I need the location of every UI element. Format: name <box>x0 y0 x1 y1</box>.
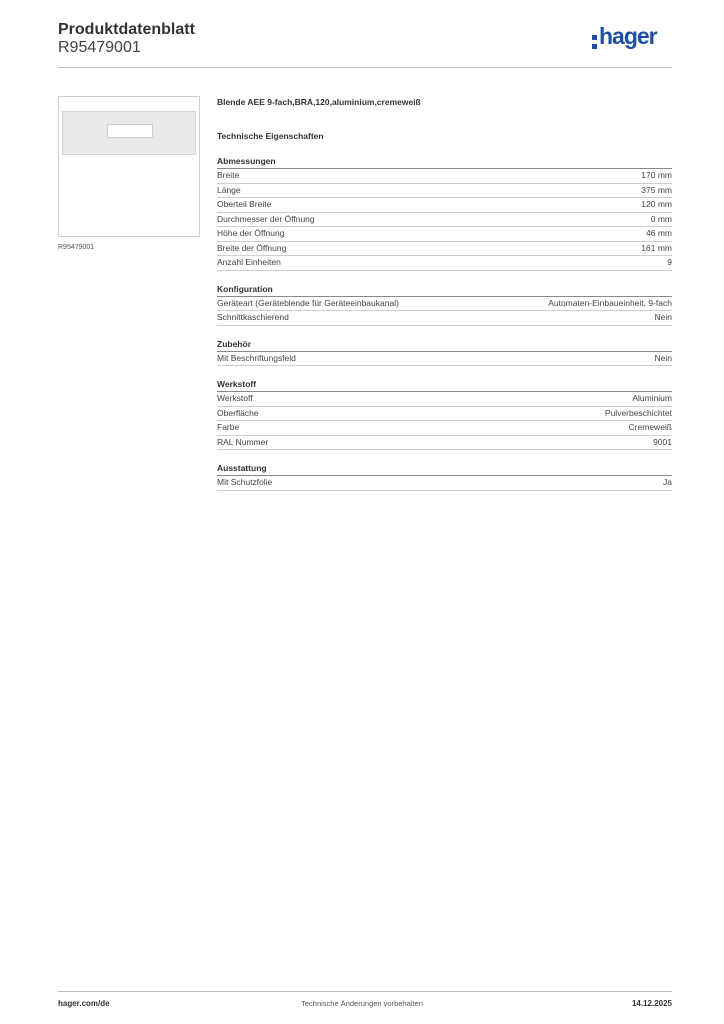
cover-plate-illustration <box>62 111 196 155</box>
logo-colon-icon <box>592 35 598 51</box>
page-title: Produktdatenblatt <box>58 21 195 38</box>
product-image <box>58 96 200 237</box>
section-title: Konfiguration <box>217 283 672 297</box>
property-value: Aluminium <box>632 393 672 403</box>
property-value: 161 mm <box>641 242 672 253</box>
property-label: Farbe <box>217 422 240 432</box>
property-section <box>217 462 672 491</box>
property-value: Cremeweiß <box>628 422 672 432</box>
plate-cutout <box>107 124 153 138</box>
section-title: Zubehör <box>217 338 672 352</box>
property-row <box>217 407 672 422</box>
property-label: Schnittkaschierend <box>217 312 289 322</box>
property-value: Nein <box>654 312 672 322</box>
property-row <box>217 184 672 199</box>
product-details <box>217 96 672 491</box>
property-section <box>217 283 672 326</box>
property-sections <box>217 155 672 491</box>
header-divider <box>58 67 672 68</box>
logo-text: hager <box>599 23 657 49</box>
property-value: 170 mm <box>641 170 672 180</box>
technical-properties-heading: Technische Eigenschaften <box>217 131 324 141</box>
property-row <box>217 311 672 326</box>
property-label: Geräteart (Geräteblende für Geräteeinbaukanal) <box>217 297 399 308</box>
property-value: 120 mm <box>641 199 672 209</box>
footer-notice: Technische Änderungen vorbehalten <box>301 999 423 1008</box>
property-label: Breite <box>217 170 240 180</box>
property-row <box>217 352 672 367</box>
hager-logo <box>592 23 672 55</box>
section-title: Werkstoff <box>217 378 672 392</box>
property-row <box>217 436 672 451</box>
property-value: Ja <box>663 477 672 487</box>
section-title: Ausstattung <box>217 462 672 476</box>
footer-divider <box>58 991 672 992</box>
property-value: Nein <box>654 352 672 363</box>
property-value: Pulverbeschichtet <box>604 407 672 418</box>
property-label: Breite der Öffnung <box>217 242 287 253</box>
property-label: RAL Nummer <box>217 436 269 447</box>
property-value: 9001 <box>653 436 672 447</box>
property-row <box>217 421 672 436</box>
property-section <box>217 338 672 367</box>
property-label: Werkstoff <box>217 393 253 403</box>
product-code: R95479001 <box>58 39 141 56</box>
property-label: Mit Beschriftungsfeld <box>217 352 296 363</box>
property-row <box>217 476 672 491</box>
property-row <box>217 256 672 271</box>
product-title: Blende AEE 9-fach,BRA,120,aluminium,cremeweiß <box>217 97 421 107</box>
property-value: 0 mm <box>650 213 672 224</box>
property-label: Höhe der Öffnung <box>217 228 285 238</box>
property-label: Oberteil Breite <box>217 199 272 209</box>
property-row <box>217 392 672 407</box>
property-label: Anzahl Einheiten <box>217 257 281 267</box>
footer-website: hager.com/de <box>58 999 110 1008</box>
property-label: Länge <box>217 184 241 195</box>
property-label: Durchmesser der Öffnung <box>217 213 315 224</box>
property-value: 375 mm <box>641 184 672 195</box>
property-label: Oberfläche <box>217 407 259 418</box>
property-row <box>217 169 672 184</box>
property-row <box>217 227 672 242</box>
property-value: Automaten-Einbaueinheit, 9-fach <box>548 297 672 308</box>
property-value: 46 mm <box>646 228 672 238</box>
property-row <box>217 242 672 257</box>
property-value: 9 <box>667 257 672 267</box>
property-row <box>217 297 672 312</box>
property-section <box>217 155 672 271</box>
image-caption: R95479001 <box>58 244 95 251</box>
footer-date: 14.12.2025 <box>631 999 672 1008</box>
property-row <box>217 213 672 228</box>
property-row <box>217 198 672 213</box>
section-title: Abmessungen <box>217 155 672 169</box>
property-section <box>217 378 672 450</box>
property-label: Mit Schutzfolie <box>217 477 273 487</box>
